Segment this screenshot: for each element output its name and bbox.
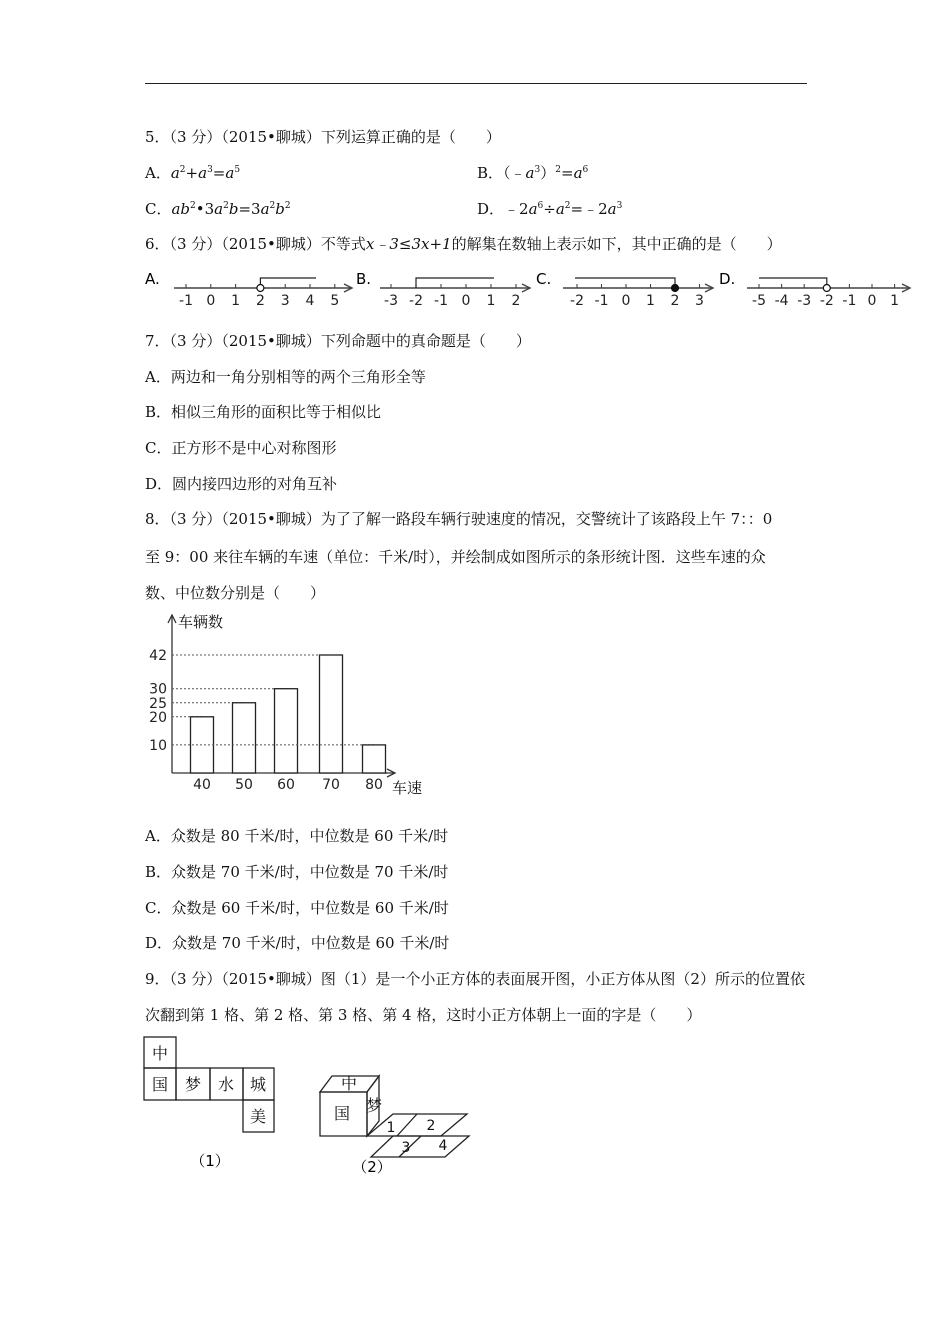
tick-label: -1 <box>842 293 857 309</box>
net-char-5: 城 <box>249 1075 267 1094</box>
q7-option-a[interactable]: A．两边和一角分别相等的两个三角形全等 <box>145 368 426 386</box>
grid-num-3: 3 <box>401 1140 411 1156</box>
q6-option-label: B. <box>356 270 372 288</box>
q8-option-c[interactable]: C．众数是 60 千米/时，中位数是 60 千米/时 <box>145 899 449 917</box>
net-char-1: 中 <box>151 1044 169 1063</box>
tick-label: -1 <box>434 293 448 309</box>
bar <box>233 703 256 773</box>
tick-label: 0 <box>621 293 631 309</box>
q7-option-c[interactable]: C．正方形不是中心对称图形 <box>145 439 337 457</box>
tick-label: 3 <box>695 293 704 309</box>
tick-label: 4 <box>305 293 315 309</box>
grid-row-2 <box>371 1136 469 1157</box>
q8-option-d[interactable]: D．众数是 70 千米/时，中位数是 60 千米/时 <box>145 934 450 952</box>
tick-label: 0 <box>461 293 471 309</box>
q6-option-label: C. <box>536 270 552 288</box>
q5-option-a[interactable]: A．$a^2+a^3=a^5$ <box>145 164 241 182</box>
y-tick-label: 20 <box>149 709 167 726</box>
tick-label: 2 <box>511 293 521 309</box>
q8-option-b[interactable]: B．众数是 70 千米/时，中位数是 70 千米/时 <box>145 863 449 881</box>
solid-dot <box>672 285 679 292</box>
q5-option-d[interactable]: D．$﹣2a^6\div a^2=﹣2a^3$ <box>477 200 623 218</box>
q6-option-b[interactable] <box>356 270 530 309</box>
net-char-4: 水 <box>217 1075 235 1094</box>
tick-label: -2 <box>409 293 423 309</box>
open-circle <box>823 285 830 292</box>
y-tick-label: 10 <box>149 737 167 754</box>
net-char-6: 美 <box>249 1107 267 1126</box>
solution-bracket <box>416 278 494 288</box>
grid-row-1 <box>367 1114 467 1136</box>
q6-option-a[interactable] <box>145 270 352 309</box>
q5-option-c[interactable]: C．$ab^2•3a^2b=3a^2b^2$ <box>145 200 291 218</box>
tick-label: 3 <box>280 293 290 309</box>
fig2-caption: （2） <box>352 1158 392 1176</box>
q6-option-label: A. <box>145 270 160 288</box>
net-char-3: 梦 <box>184 1075 202 1094</box>
q6-stem: 6．（3 分）（2015•聊城）不等式x﹣3≤3x+1的解集在数轴上表示如下，其中正确的是（ ） <box>145 235 782 253</box>
q8-stem-line1: 8．（3 分）（2015•聊城）为了了解一路段车辆行驶速度的情况，交警统计了该路段上午 7：：0 <box>145 510 773 528</box>
q6-option-label: D. <box>719 270 736 288</box>
tick-label: 0 <box>206 293 216 309</box>
tick-label: 2 <box>670 293 680 309</box>
net-char-2: 国 <box>151 1075 169 1094</box>
fig1-caption: （1） <box>190 1152 230 1170</box>
y-tick-label: 30 <box>149 681 167 698</box>
tick-label: -1 <box>594 293 609 309</box>
y-tick-label: 25 <box>149 695 167 712</box>
cube-side-char: 梦 <box>365 1096 383 1115</box>
tick-label: 0 <box>867 293 877 309</box>
tick-label: -4 <box>774 293 789 309</box>
tick-label: 1 <box>486 293 496 309</box>
tick-label: -1 <box>179 293 193 309</box>
solution-bracket <box>759 278 827 288</box>
q6-option-d[interactable] <box>719 270 910 309</box>
tick-label: 1 <box>231 293 241 309</box>
tick-label: 2 <box>255 293 265 309</box>
q5-option-b[interactable]: B．$(﹣a^3)^2=a^6$ <box>477 164 589 182</box>
bar <box>363 745 386 773</box>
tick-label: -2 <box>570 293 584 309</box>
q6-number-lines <box>0 262 950 312</box>
q7-option-d[interactable]: D．圆内接四边形的对角互补 <box>145 475 338 493</box>
y-axis-label: 车辆数 <box>178 613 224 631</box>
bar <box>320 655 343 773</box>
grid-num-1: 1 <box>386 1120 396 1136</box>
tick-label: 5 <box>330 293 340 309</box>
cube-front-char: 国 <box>333 1104 351 1123</box>
grid-num-2: 2 <box>426 1118 436 1134</box>
q9-cube-net <box>140 1035 290 1175</box>
q9-cube-diagram <box>315 1070 485 1180</box>
q9-stem-line1: 9．（3 分）（2015•聊城）图（1）是一个小正方体的表面展开图，小正方体从图（2）所示的位置依 <box>145 970 805 988</box>
x-tick-label: 70 <box>322 777 340 793</box>
x-tick-label: 80 <box>365 777 383 793</box>
q7-option-b[interactable]: B．相似三角形的面积比等于相似比 <box>145 403 382 421</box>
tick-label: -2 <box>819 293 834 309</box>
tick-label: 1 <box>646 293 655 309</box>
tick-label: -5 <box>752 293 766 309</box>
grid-num-4: 4 <box>438 1138 448 1154</box>
q8-stem-line3: 数、中位数分别是（ ） <box>145 584 326 602</box>
q7-stem: 7．（3 分）（2015•聊城）下列命题中的真命题是（ ） <box>145 332 531 350</box>
x-tick-label: 40 <box>193 777 211 793</box>
q8-option-a[interactable]: A．众数是 80 千米/时，中位数是 60 千米/时 <box>145 827 449 845</box>
tick-label: 1 <box>890 293 900 309</box>
q8-bar-chart <box>140 605 440 805</box>
x-axis-label: 车速 <box>392 779 423 797</box>
cube-top-char: 中 <box>340 1074 358 1093</box>
q6-option-c[interactable] <box>536 270 713 309</box>
bar <box>275 689 298 773</box>
q5-stem: 5．（3 分）（2015•聊城）下列运算正确的是（ ） <box>145 128 501 146</box>
header-rule <box>145 83 807 84</box>
x-tick-label: 60 <box>277 777 295 793</box>
q8-stem-line2: 至 9：00 来往车辆的车速（单位：千米/时），并绘制成如图所示的条形统计图．这些车速的众 <box>145 548 766 566</box>
solution-bracket <box>260 278 316 288</box>
q9-stem-line2: 次翻到第 1 格、第 2 格、第 3 格、第 4 格，这时小正方体朝上一面的字是（ ） <box>145 1006 702 1024</box>
tick-label: -3 <box>384 293 398 309</box>
solution-bracket <box>575 278 675 288</box>
x-tick-label: 50 <box>235 777 253 793</box>
y-tick-label: 42 <box>149 648 167 664</box>
open-circle <box>257 285 264 292</box>
tick-label: -3 <box>797 293 812 309</box>
